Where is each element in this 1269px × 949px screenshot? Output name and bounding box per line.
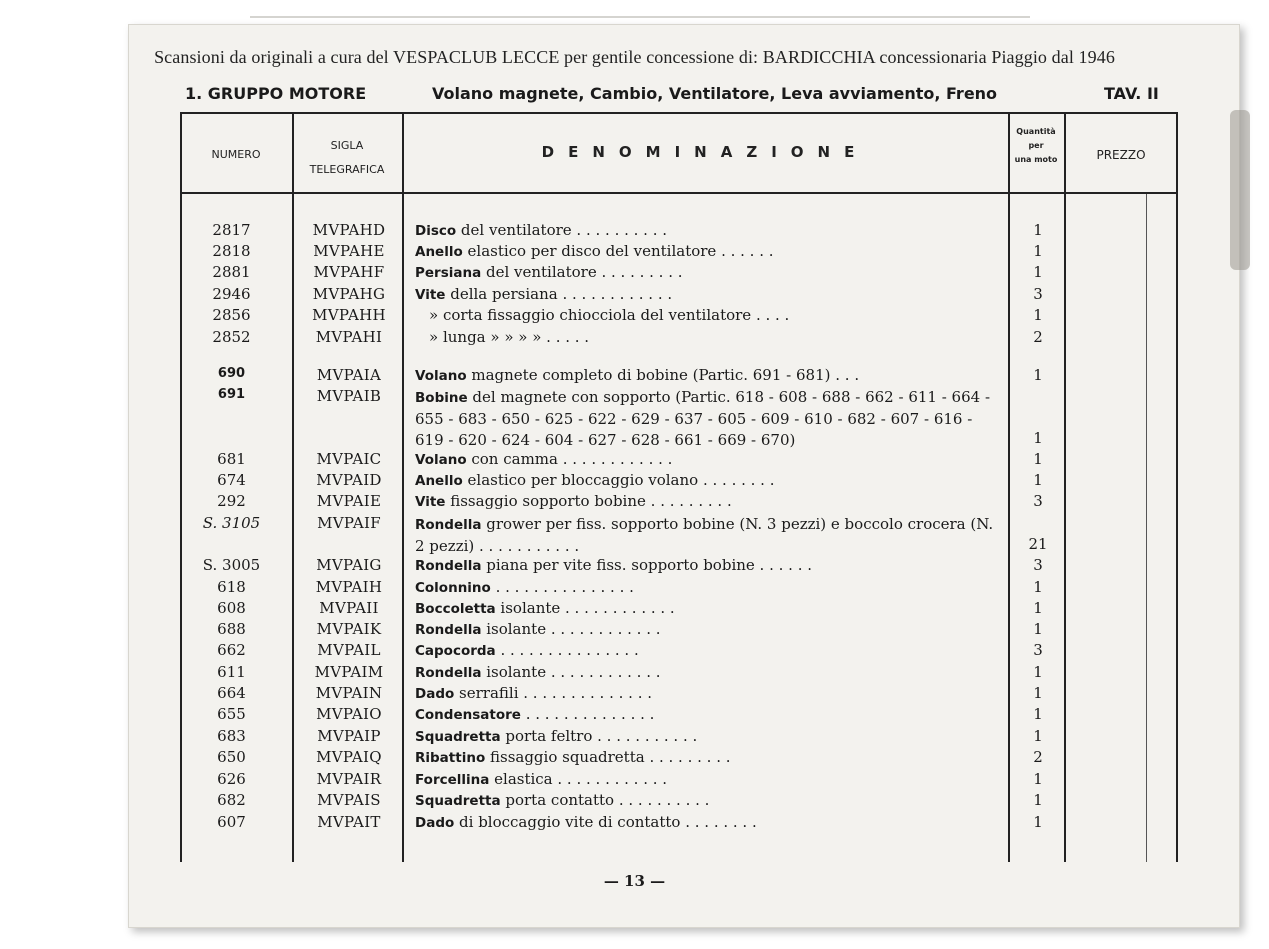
page-header (0, 84, 1269, 108)
telegraphic-code: MVPAIC (316, 450, 382, 468)
part-description (415, 663, 995, 681)
price-subdivider (1146, 194, 1147, 862)
col-header-sigla-line1: SIGLA (330, 139, 364, 152)
part-name: Dado (415, 815, 455, 831)
part-name: Rondella (415, 665, 482, 681)
quantity: 3 (1033, 556, 1043, 574)
part-number: S. 3105 (202, 514, 261, 532)
part-detail: del ventilatore . . . . . . . . . (481, 263, 683, 281)
part-detail: isolante . . . . . . . . . . . . (495, 599, 675, 617)
part-detail: della persiana . . . . . . . . . . . . (445, 285, 673, 303)
telegraphic-code: MVPAIM (314, 663, 384, 681)
part-number: 2946 (212, 285, 251, 303)
part-name: Disco (415, 223, 457, 239)
part-detail: magnete completo di bobine (Partic. 691 - 681) . . . (466, 366, 860, 384)
part-name: Forcellina (415, 772, 490, 788)
part-name: Boccoletta (415, 601, 496, 617)
part-number: 650 (217, 748, 246, 766)
telegraphic-code: MVPAIG (316, 556, 382, 574)
quantity: 1 (1033, 770, 1043, 788)
table-number: TAV. II (1104, 84, 1159, 103)
part-number: 2856 (212, 306, 251, 324)
part-name: Dado (415, 686, 455, 702)
part-description (415, 492, 995, 510)
quantity: 1 (1033, 471, 1043, 489)
telegraphic-code: MVPAIH (315, 578, 383, 596)
part-number: 691 (217, 387, 246, 402)
col-divider (402, 112, 404, 862)
telegraphic-code: MVPAID (316, 471, 382, 489)
part-description (415, 242, 995, 260)
col-divider (1064, 112, 1066, 862)
quantity: 1 (1033, 705, 1043, 723)
telegraphic-code: MVPAII (319, 599, 379, 617)
telegraphic-code: MVPAIS (317, 791, 381, 809)
col-header-denominazione: DENOMINAZIONE (541, 143, 869, 161)
part-name: Squadretta (415, 729, 501, 745)
part-name: Vite (415, 494, 446, 510)
part-description (415, 514, 995, 557)
telegraphic-code: MVPAIB (316, 387, 382, 405)
quantity: 1 (1033, 663, 1043, 681)
part-description (415, 748, 995, 766)
part-number: 688 (217, 620, 246, 638)
part-detail: . . . . . . . . . . . . . . (520, 705, 655, 723)
part-description (415, 263, 995, 281)
part-number: 626 (217, 770, 246, 788)
part-number: 608 (217, 599, 246, 617)
quantity: 1 (1033, 578, 1043, 596)
quantity: 21 (1028, 535, 1048, 553)
telegraphic-code: MVPAHG (312, 285, 386, 303)
part-description (415, 328, 1009, 346)
quantity: 2 (1033, 748, 1043, 766)
quantity: 1 (1033, 306, 1043, 324)
quantity: 1 (1033, 429, 1043, 447)
telegraphic-code: MVPAHH (312, 306, 386, 324)
part-description (415, 556, 995, 574)
part-name: Capocorda (415, 643, 496, 659)
part-number: 292 (217, 492, 246, 510)
telegraphic-code: MVPAIT (317, 813, 381, 831)
part-number: 664 (217, 684, 246, 702)
group-description: Volano magnete, Cambio, Ventilatore, Leva avviamento, Freno (432, 84, 998, 103)
part-description (415, 599, 995, 617)
telegraphic-code: MVPAHD (312, 221, 386, 239)
telegraphic-code: MVPAIQ (316, 748, 382, 766)
part-description (415, 641, 995, 659)
part-detail: isolante . . . . . . . . . . . . (481, 663, 661, 681)
group-title: 1. GRUPPO MOTORE (185, 84, 367, 103)
page-number: — 13 — (603, 872, 666, 890)
part-detail: . . . . . . . . . . . . . . . (495, 641, 639, 659)
col-header-prezzo: PREZZO (1096, 148, 1146, 162)
part-name: Volano (415, 368, 467, 384)
telegraphic-code: MVPAIL (317, 641, 381, 659)
table-border-right (1176, 112, 1178, 862)
quantity: 3 (1033, 492, 1043, 510)
part-name: Anello (415, 473, 463, 489)
part-number: 683 (217, 727, 246, 745)
part-detail: serrafili . . . . . . . . . . . . . . (454, 684, 652, 702)
col-header-qty-line3: una moto (1014, 155, 1058, 164)
part-number: 611 (217, 663, 246, 681)
col-header-sigla-line2: TELEGRAFICA (309, 163, 385, 176)
part-name: Squadretta (415, 793, 501, 809)
part-number: 607 (217, 813, 246, 831)
quantity: 1 (1033, 242, 1043, 260)
part-detail: elastico per bloccaggio volano . . . . . . . . (462, 471, 775, 489)
part-detail: . . . . . . . . . . . . . . . (490, 578, 634, 596)
part-description (415, 221, 995, 239)
scan-artifact-line (250, 16, 1030, 18)
part-number: 681 (217, 450, 246, 468)
telegraphic-code: MVPAIR (316, 770, 382, 788)
part-description (415, 705, 995, 723)
quantity: 1 (1033, 599, 1043, 617)
part-name: Condensatore (415, 707, 521, 723)
telegraphic-code: MVPAIO (316, 705, 382, 723)
quantity: 1 (1033, 813, 1043, 831)
part-detail: elastica . . . . . . . . . . . . (489, 770, 668, 788)
telegraphic-code: MVPAIN (315, 684, 383, 702)
part-number: 674 (217, 471, 246, 489)
part-description (415, 306, 1009, 324)
part-name: Rondella (415, 558, 482, 574)
col-divider (1008, 112, 1010, 862)
part-number: 682 (217, 791, 246, 809)
part-number: 618 (217, 578, 246, 596)
part-name: Volano (415, 452, 467, 468)
part-detail: isolante . . . . . . . . . . . . (481, 620, 661, 638)
telegraphic-code: MVPAHF (313, 263, 385, 281)
header-divider (180, 192, 1178, 194)
part-detail: porta contatto . . . . . . . . . . (500, 791, 710, 809)
table-border-top (180, 112, 1178, 114)
part-description (415, 450, 995, 468)
part-name: Vite (415, 287, 446, 303)
part-detail: fissaggio sopporto bobine . . . . . . . . . (445, 492, 732, 510)
part-number: 662 (217, 641, 246, 659)
col-header-qty-line1: Quantità (1016, 127, 1056, 136)
part-name: Bobine (415, 390, 468, 406)
telegraphic-code: MVPAIK (316, 620, 382, 638)
col-header-sigla (292, 134, 402, 182)
part-detail: del magnete con sopporto (Partic. 618 - 608 - 688 - 662 - 611 - 664 - 655 - 683 - 650 - 625 - 622 - 629 - 637 - 605 - 609 - 610 - 682 - 607 - 616 - 619 - 620 - 624 - 604 - 627 - 628 - 661 - 669 - 670) (415, 388, 991, 449)
part-detail: con camma . . . . . . . . . . . . (466, 450, 673, 468)
part-name: Rondella (415, 517, 482, 533)
quantity: 3 (1033, 285, 1043, 303)
part-number: S. 3005 (202, 556, 261, 574)
col-header-quantita (1008, 125, 1064, 167)
quantity: 1 (1033, 450, 1043, 468)
part-number: 2881 (212, 263, 251, 281)
col-divider (292, 112, 294, 862)
quantity: 1 (1033, 791, 1043, 809)
part-description (415, 770, 995, 788)
quantity: 1 (1033, 684, 1043, 702)
part-detail: » lunga » » » » . . . . . (429, 328, 590, 346)
part-number: 2818 (212, 242, 251, 260)
telegraphic-code: MVPAIE (316, 492, 382, 510)
quantity: 2 (1033, 328, 1043, 346)
telegraphic-code: MVPAIF (317, 514, 381, 532)
quantity: 1 (1033, 727, 1043, 745)
part-description (415, 727, 995, 745)
quantity: 1 (1033, 366, 1043, 384)
telegraphic-code: MVPAHI (315, 328, 383, 346)
part-number: 690 (217, 366, 246, 381)
quantity: 1 (1033, 620, 1043, 638)
part-detail: di bloccaggio vite di contatto . . . . . . . . (454, 813, 757, 831)
part-detail: piana per vite fiss. sopporto bobine . . . . . . (481, 556, 812, 574)
binding-edge (1230, 110, 1250, 270)
quantity: 1 (1033, 263, 1043, 281)
part-number: 2817 (212, 221, 251, 239)
part-number: 655 (217, 705, 246, 723)
part-detail: del ventilatore . . . . . . . . . . (456, 221, 668, 239)
part-description (415, 366, 995, 384)
quantity: 3 (1033, 641, 1043, 659)
part-description (415, 620, 995, 638)
part-detail: grower per fiss. sopporto bobine (N. 3 pezzi) e boccolo crocera (N. 2 pezzi) . . . . . . . . . . . (415, 515, 994, 555)
telegraphic-code: MVPAIA (316, 366, 382, 384)
part-description (415, 578, 995, 596)
part-name: Colonnino (415, 580, 491, 596)
part-detail: porta feltro . . . . . . . . . . . (500, 727, 698, 745)
telegraphic-code: MVPAIP (317, 727, 381, 745)
telegraphic-code: MVPAHE (313, 242, 385, 260)
quantity: 1 (1033, 221, 1043, 239)
part-description (415, 471, 995, 489)
part-description (415, 285, 995, 303)
col-header-numero: NUMERO (211, 148, 261, 161)
part-detail: » corta fissaggio chiocciola del ventilatore . . . . (429, 306, 790, 324)
part-description (415, 791, 995, 809)
part-description (415, 813, 995, 831)
scan-credit: Scansioni da originali a cura del VESPACLUB LECCE per gentile concessione di: BARDICCHIA concessionaria Piaggio dal 1946 (154, 47, 1115, 67)
part-name: Ribattino (415, 750, 486, 766)
part-number: 2852 (212, 328, 251, 346)
col-header-qty-line2: per (1028, 141, 1044, 150)
part-detail: fissaggio squadretta . . . . . . . . . (485, 748, 731, 766)
part-name: Rondella (415, 622, 482, 638)
part-description (415, 387, 995, 451)
part-name: Anello (415, 244, 463, 260)
part-description (415, 684, 995, 702)
part-name: Persiana (415, 265, 482, 281)
part-detail: elastico per disco del ventilatore . . . . . . (462, 242, 774, 260)
